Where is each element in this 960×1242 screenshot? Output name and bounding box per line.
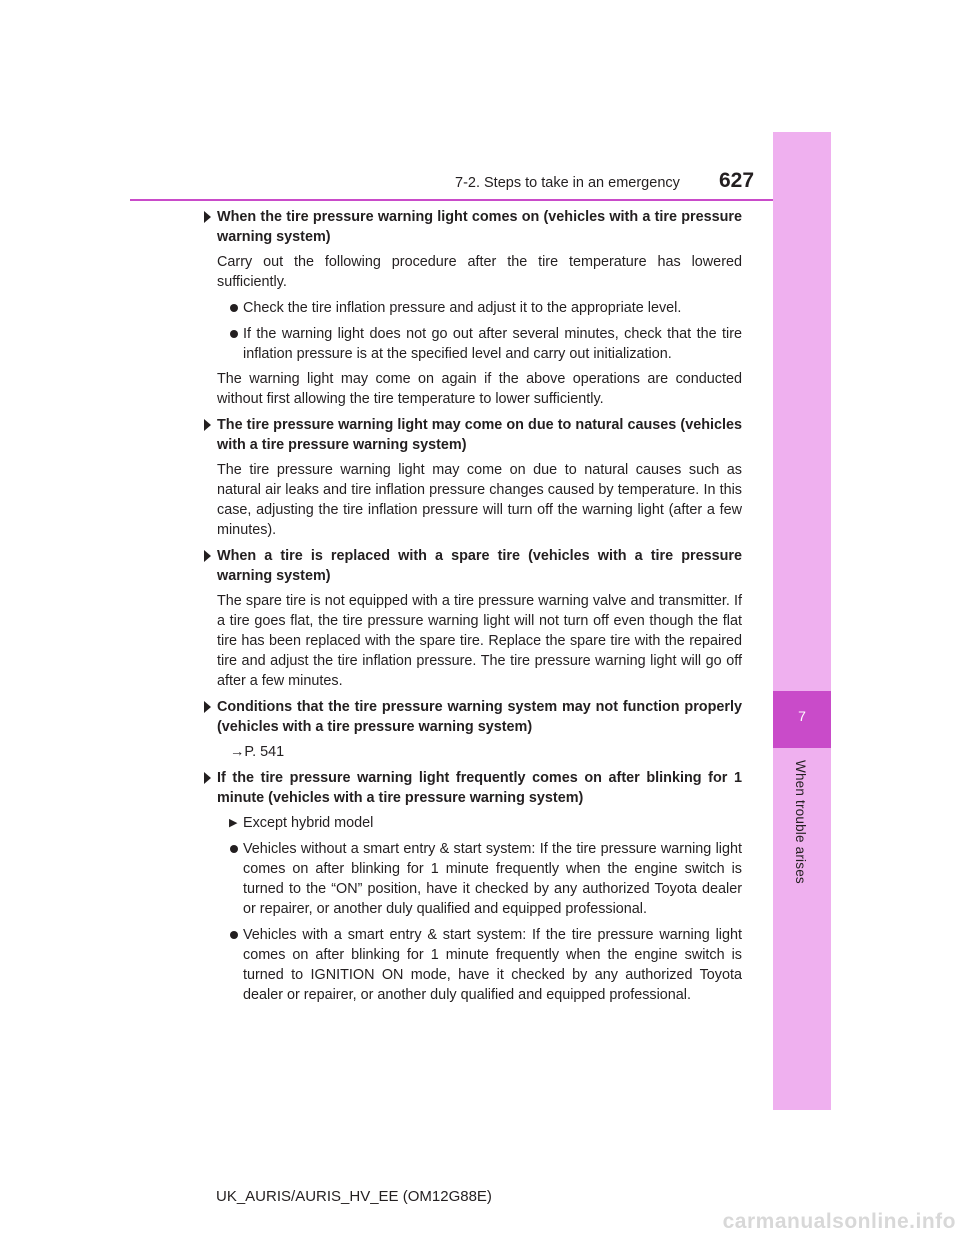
sub-heading: ▶ Except hybrid model <box>229 815 374 831</box>
section-marker-icon <box>204 419 211 431</box>
manual-code-footer: UK_AURIS/AURIS_HV_EE (OM12G88E) <box>216 1188 492 1205</box>
section-marker-icon <box>204 701 211 713</box>
bullet-item: Vehicles without a smart entry & start system: If the tire pressure warning light comes on after blinking for 1 minute frequently when the engine switch is turned to the “ON” position, have it checked by any authorized Toyota dealer or repairer, or another duly qualified and equipped professional. <box>217 839 742 919</box>
section-marker-icon <box>204 550 211 562</box>
section-system-conditions <box>217 697 742 762</box>
section-marker-icon <box>204 772 211 784</box>
section-heading: Conditions that the tire pressure warning system may not function properly (vehicles with a tire pressure warning system) <box>204 697 742 737</box>
chapter-side-tab <box>773 132 831 1110</box>
section-heading: When a tire is replaced with a spare tire (vehicles with a tire pressure warning system) <box>204 546 742 586</box>
bullet-dot-icon <box>230 304 238 312</box>
bullet-item: If the warning light does not go out after several minutes, check that the tire inflation pressure is at the specified level and carry out initialization. <box>217 324 742 364</box>
page-content <box>217 207 742 1011</box>
bullet-dot-icon <box>230 330 238 338</box>
section-paragraph: The spare tire is not equipped with a tire pressure warning valve and transmitter. If a tire goes flat, the tire pressure warning light will not turn off even though the flat tire has been replaced with the spare tire. Replace the spare tire with the repaired tire and adjust the tire inflation pressure. The tire pressure warning light will go off after a few minutes. <box>217 593 742 689</box>
arrow-icon: ▶ <box>229 817 238 829</box>
bullet-dot-icon <box>230 931 238 939</box>
header-rule <box>130 199 831 201</box>
section-heading: When the tire pressure warning light comes on (vehicles with a tire pressure warning system) <box>204 207 742 247</box>
bullet-item: Vehicles with a smart entry & start system: If the tire pressure warning light comes on after blinking for 1 minute frequently when the engine switch is turned to IGNITION ON mode, have it checked by any authorized Toyota dealer or repairer, or another duly qualified and equipped professional. <box>217 925 742 1005</box>
section-paragraph: The warning light may come on again if the above operations are conducted without first allowing the tire temperature to lower sufficiently. <box>217 371 742 407</box>
section-natural-causes <box>217 415 742 540</box>
section-tire-warning-light-on <box>217 207 742 409</box>
bullet-item: Check the tire inflation pressure and adjust it to the appropriate level. <box>217 298 742 318</box>
section-spare-tire <box>217 546 742 691</box>
section-frequent-warning <box>217 768 742 1005</box>
page-number: 627 <box>719 169 755 192</box>
section-marker-icon <box>204 211 211 223</box>
bullet-dot-icon <box>230 845 238 853</box>
chapter-title: When trouble arises <box>793 760 808 884</box>
watermark: carmanualsonline.info <box>722 1210 956 1233</box>
section-paragraph: Carry out the following procedure after the tire temperature has lowered sufficiently. <box>217 254 742 290</box>
section-paragraph: The tire pressure warning light may come on due to natural causes such as natural air leaks and tire inflation pressure changes caused by temperature. In this case, adjusting the tire inflation pressure will turn off the warning light (after a few minutes). <box>217 462 742 538</box>
chapter-number: 7 <box>798 708 806 724</box>
page-reference-link[interactable]: →P. 541 <box>230 744 285 760</box>
section-heading: The tire pressure warning light may come on due to natural causes (vehicles with a tire pressure warning system) <box>204 415 742 455</box>
section-heading: If the tire pressure warning light frequently comes on after blinking for 1 minute (vehicles with a tire pressure warning system) <box>204 768 742 808</box>
section-title: 7-2. Steps to take in an emergency <box>455 175 680 191</box>
